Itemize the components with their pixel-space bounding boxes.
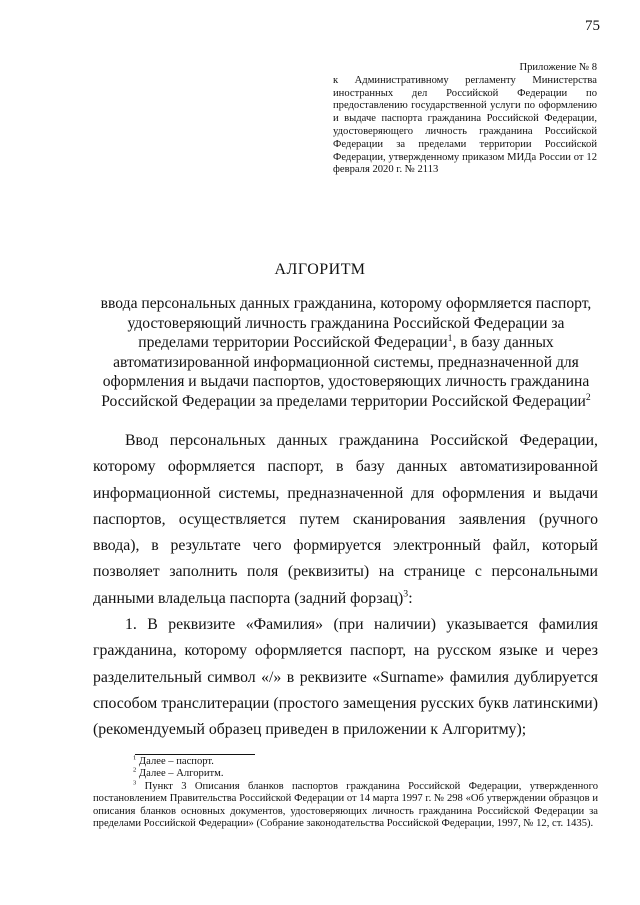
footnote-1-text: Далее – паспорт. bbox=[136, 756, 214, 767]
document-body bbox=[93, 428, 598, 744]
footnote-1 bbox=[93, 756, 598, 768]
footnote-separator bbox=[135, 754, 255, 755]
annex-title: Приложение № 8 bbox=[519, 62, 597, 73]
footnote-ref-1: 1 bbox=[447, 333, 453, 344]
footnote-3-mark: 3 bbox=[133, 779, 137, 787]
subtitle-text-part1: ввода персональных данных гражданина, которому оформляется паспорт, удостоверяющий личность гражданина Российской Федерации за пределами территории Российской Федерации bbox=[100, 295, 592, 352]
footnotes bbox=[93, 756, 598, 830]
footnote-3-text: Пункт 3 Описания бланков паспортов гражданина Российской Федерации, утвержденного постановлением Правительства Российской Федерации от 14 марта 1997 г. № 298 «Об утверждении образцов и описания бланков основных документов, удостоверяющих личность гражданина Российской Федерации за пределами Российской Федерации» (Собрание законодательства Российской Федерации, 1997, № 12, ст. 1435). bbox=[93, 780, 598, 830]
footnote-2-text: Далее – Алгоритм. bbox=[136, 768, 224, 780]
footnote-1-mark: 1 bbox=[133, 754, 137, 762]
intro-paragraph bbox=[93, 428, 598, 612]
intro-text: Ввод персональных данных гражданина Российской Федерации, которому оформляется паспорт, в базу данных автоматизированной информационной системы, предназначенной для оформления и выдачи паспортов, осуществляется путем сканирования заявления (ручного ввода), в результате чего формируется электронный файл, который позволяет заполнить поля (реквизиты) на странице с персональными данными владельца паспорта (задний форзац) bbox=[93, 432, 598, 607]
document-title: АЛГОРИТМ bbox=[274, 261, 366, 278]
annex-header bbox=[333, 62, 597, 177]
footnote-3 bbox=[93, 781, 598, 831]
footnote-2-mark: 2 bbox=[133, 766, 137, 774]
footnote-ref-3: 3 bbox=[403, 588, 409, 600]
footnote-2 bbox=[93, 768, 598, 780]
item-1-paragraph: 1. В реквизите «Фамилия» (при наличии) указывается фамилия гражданина, которому оформляется паспорт, на русском языке и через разделительный символ «/» в реквизите «Surname» фамилия дублируется способом транслитерации (простого замещения русских букв латинскими) (рекомендуемый образец приведен в приложении к Алгоритму); bbox=[93, 616, 598, 739]
intro-end: : bbox=[408, 589, 413, 607]
subtitle-text-part2: , в базу данных автоматизированной информационной системы, предназначенной для оформления и выдачи паспортов, удостоверяющих личность гражданина Российской Федерации за пределами территории Российской Федерации bbox=[101, 334, 590, 410]
page-number: 75 bbox=[585, 18, 600, 34]
annex-reference: к Административному регламенту Министерства иностранных дел Российской Федерации по предоставлению государственной услуги по оформлению и выдаче паспорта гражданина Российской Федерации, удостоверяющего личность гражданина Российской Федерации за пределами территории Российской Федерации, утвержденному приказом МИДа России от 12 февраля 2020 г. № 2113 bbox=[333, 74, 597, 176]
document-subtitle bbox=[92, 294, 600, 412]
footnote-ref-2: 2 bbox=[585, 391, 591, 403]
